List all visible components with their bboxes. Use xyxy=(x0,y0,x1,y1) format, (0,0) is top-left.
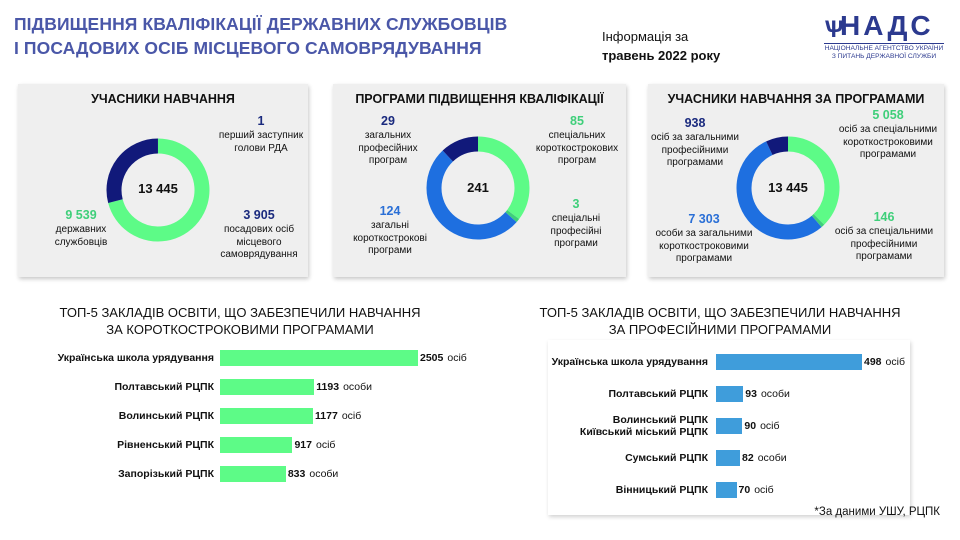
label-general-short: 124 загальні короткострокові програми xyxy=(353,204,427,256)
report-period-label: Інформація за xyxy=(602,29,689,44)
bar-chart-professional-title: ТОП-5 ЗАКЛАДІВ ОСВІТИ, ЩО ЗАБЕЗПЕЧИЛИ НАВЧАННЯ ЗА ПРОФЕСІЙНИМИ ПРОГРАМАМИ xyxy=(539,305,901,337)
report-period-value: травень 2022 року xyxy=(602,48,721,63)
bar-row xyxy=(548,480,910,500)
donut-slice-1 xyxy=(511,214,513,217)
bar-value-label: 498 осіб xyxy=(864,356,905,368)
bar-row xyxy=(548,352,910,372)
bar xyxy=(716,418,742,434)
donut-slice-1 xyxy=(817,219,819,221)
label-local-officials: 3 905 посадових осіб місцевого самоврядування xyxy=(220,208,298,260)
page-title xyxy=(14,12,507,60)
logo-abbr: НАДС xyxy=(840,10,934,41)
bar-row xyxy=(548,384,910,404)
bar xyxy=(220,379,314,395)
panel-participants xyxy=(18,84,308,277)
bar xyxy=(220,466,286,482)
logo-fullname: НАЦІОНАЛЬНЕ АГЕНТСТВО УКРАЇНИ З ПИТАНЬ ДЕРЖАВНОЇ СЛУЖБИ xyxy=(824,45,944,60)
bar-value-label: 82 особи xyxy=(742,452,787,464)
label-special-short: 85 спеціальних короткострокових програм xyxy=(535,114,619,166)
label-general-short-persons: 7 303 особи за загальними короткостроковими програмами xyxy=(655,212,753,264)
bar-category-label: Волинський РЦПК Київський міський РЦПК xyxy=(579,414,708,438)
donut-participants-by-program-total: 13 445 xyxy=(768,180,808,195)
footnote: *За даними УШУ, РЦПК xyxy=(814,506,940,518)
panel-programs-title: ПРОГРАМИ ПІДВИЩЕННЯ КВАЛІФІКАЦІЇ xyxy=(355,92,604,106)
bar-chart-short-title: ТОП-5 ЗАКЛАДІВ ОСВІТИ, ЩО ЗАБЕЗПЕЧИЛИ НАВЧАННЯ ЗА КОРОТКОСТРОКОВИМИ ПРОГРАМАМИ xyxy=(59,305,421,337)
panel-programs xyxy=(333,84,626,277)
bar-row xyxy=(52,377,392,397)
panel-participants-by-program xyxy=(648,84,944,277)
label-civil-servants: 9 539 державних службовців xyxy=(54,208,108,248)
bar xyxy=(716,386,743,402)
bar-value-label: 2505 осіб xyxy=(420,352,467,364)
bar-category-label: Полтавський РЦПК xyxy=(114,381,214,393)
bar-value-label: 93 особи xyxy=(745,388,790,400)
label-special-short-persons: 5 058 осіб за спеціальними короткостроковими програмами xyxy=(838,108,938,160)
label-general-professional: 29 загальних професійних програм xyxy=(358,114,418,166)
donut-participants-total: 13 445 xyxy=(138,181,178,196)
label-general-professional-persons: 938 осіб за загальними професійними програмами xyxy=(651,116,739,168)
bar-chart-short xyxy=(52,340,467,515)
logo-divider xyxy=(824,43,944,44)
bar xyxy=(220,408,313,424)
page-title-line1: ПІДВИЩЕННЯ КВАЛІФІКАЦІЇ ДЕРЖАВНИХ СЛУЖБОВЦІВ xyxy=(14,14,508,34)
bar-row xyxy=(52,435,392,455)
label-first-deputy: 1 перший заступник голови РДА xyxy=(218,114,304,154)
donut-slice-3 xyxy=(448,144,478,156)
page-title-line2: І ПОСАДОВИХ ОСІБ МІСЦЕВОГО САМОВРЯДУВАННЯ xyxy=(14,38,482,58)
bar-chart-professional xyxy=(548,340,910,515)
bar-row xyxy=(548,448,910,468)
bar xyxy=(716,450,740,466)
panel-participants-title: УЧАСНИКИ НАВЧАННЯ xyxy=(91,92,235,106)
bar xyxy=(716,354,862,370)
bar-row xyxy=(52,406,392,426)
label-special-professional: 3 спеціальні професійні програми xyxy=(550,197,602,249)
bar-row xyxy=(52,348,467,368)
bar xyxy=(220,437,292,453)
bar xyxy=(220,350,418,366)
bar-category-label: Українська школа урядування xyxy=(57,352,214,364)
report-period xyxy=(602,27,720,65)
bar-category-label: Полтавський РЦПК xyxy=(608,388,708,400)
bar-row xyxy=(548,416,910,436)
bar-value-label: 917 осіб xyxy=(294,439,336,451)
label-special-professional-persons: 146 осіб за спеціальними професійними програмами xyxy=(834,210,934,262)
bar-value-label: 90 осіб xyxy=(744,420,780,432)
bar-value-label: 1193 особи xyxy=(316,381,373,393)
bar-category-label: Сумський РЦПК xyxy=(625,452,708,464)
bar-value-label: 70 осіб xyxy=(738,484,774,496)
bar-category-label: Українська школа урядування xyxy=(551,356,708,368)
trident-icon: Ѱ xyxy=(824,16,844,43)
bar-category-label: Волинський РЦПК xyxy=(118,410,214,422)
bar xyxy=(716,482,737,498)
bar-row xyxy=(52,464,392,484)
donut-slice-3 xyxy=(769,144,788,148)
bar-value-label: 1177 осіб xyxy=(315,410,362,422)
bar-category-label: Запорізький РЦПК xyxy=(118,468,214,480)
donut-programs-total: 241 xyxy=(467,180,489,195)
panel-participants-by-program-title: УЧАСНИКИ НАВЧАННЯ ЗА ПРОГРАМАМИ xyxy=(667,92,925,106)
bar-category-label: Вінницький РЦПК xyxy=(615,484,708,496)
bar-value-label: 833 особи xyxy=(287,468,339,480)
bar-category-label: Рівненський РЦПК xyxy=(117,439,214,451)
nads-logo xyxy=(824,12,944,60)
